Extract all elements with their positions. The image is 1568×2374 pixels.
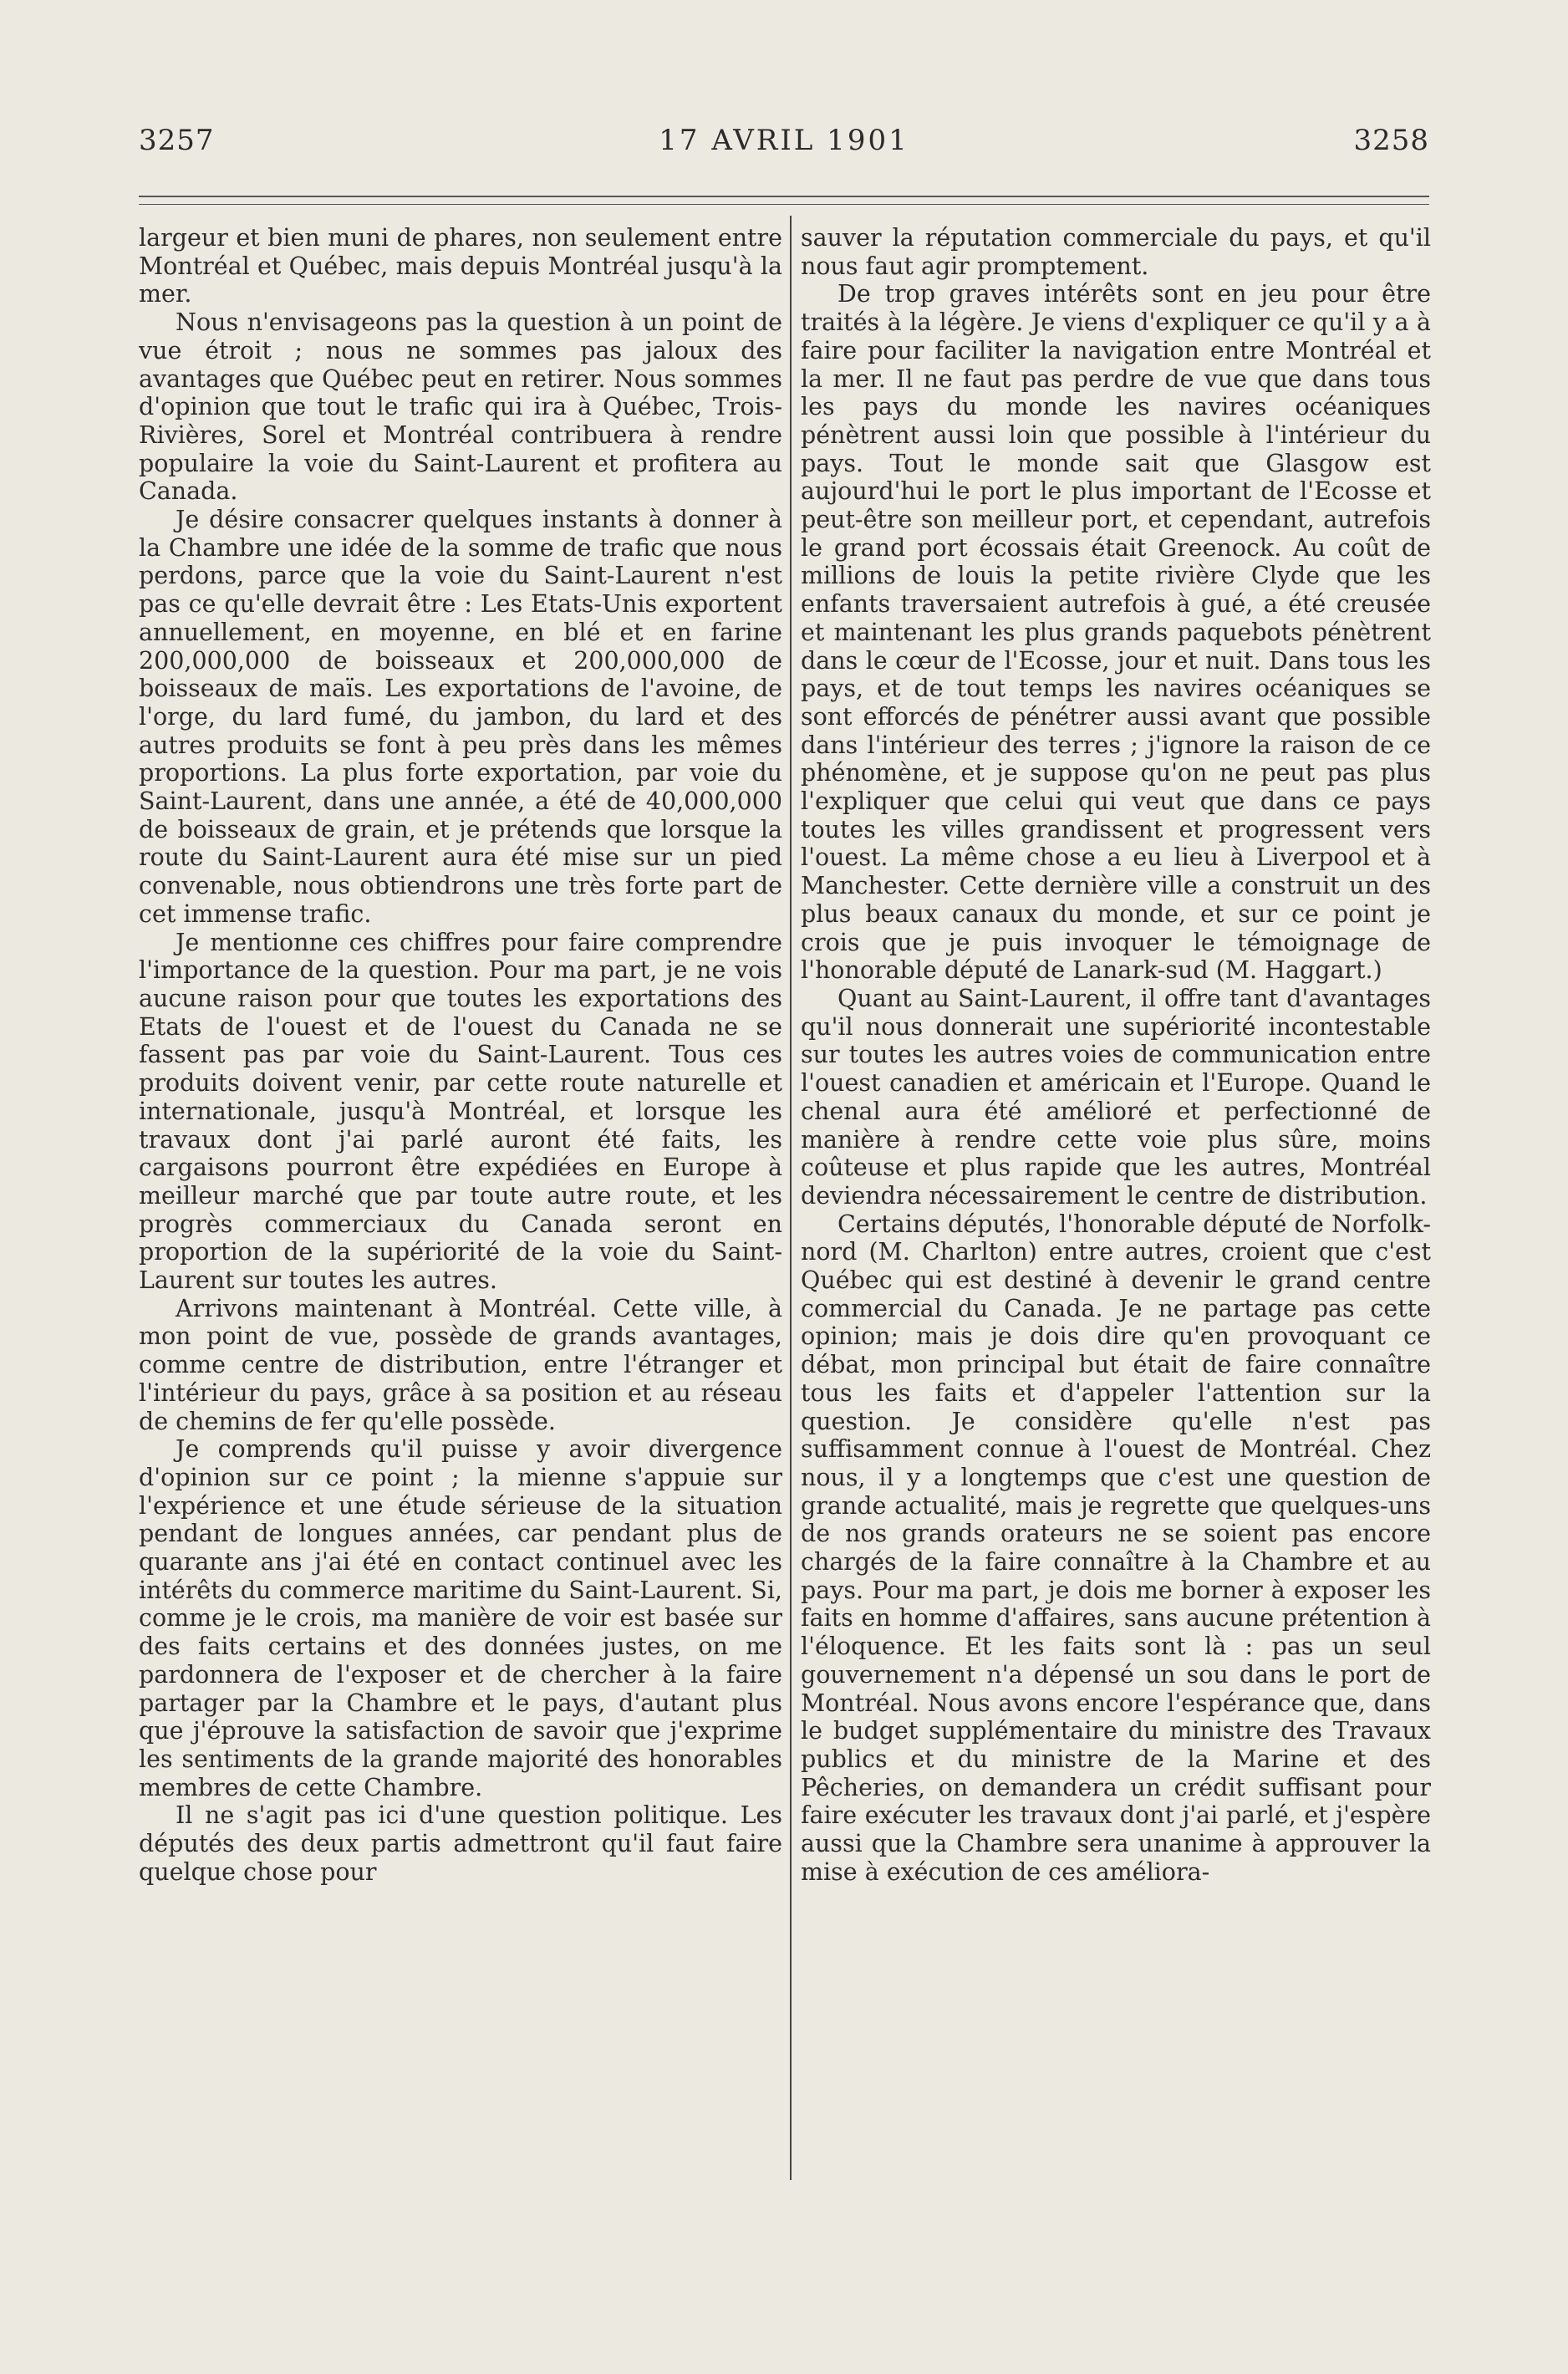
paragraph: Arrivons maintenant à Montréal. Cette ville, à mon point de vue, possède de grands avantages, comme centre de distribution, entre l'étranger et l'intérieur du pays, grâce à sa position et au réseau de chemins de fer qu'elle possède. bbox=[139, 1294, 782, 1435]
paragraph: Je désire consacrer quelques instants à donner à la Chambre une idée de la somme de trafic que nous perdons, parce que la voie du Saint-Laurent n'est pas ce qu'elle devrait être : Les Etats-Unis exportent annuellement, en moyenne, en blé et en farine 200,000,000 de boisseaux et 200,000,000 de boisseaux de maïs. Les exportations de l'avoine, de l'orge, du lard fumé, du jambon, du lard et des autres produits se font à peu près dans les mêmes proportions. La plus forte exportation, par voie du Saint-Laurent, dans une année, a été de 40,000,000 de boisseaux de grain, et je prétends que lorsque la route du Saint-Laurent aura été mise sur un pied convenable, nous obtiendrons une très forte part de cet immense trafic. bbox=[139, 506, 782, 928]
header-rule-top bbox=[139, 196, 1429, 197]
paragraph: Je comprends qu'il puisse y avoir divergence d'opinion sur ce point ; la mienne s'appuie sur l'expérience et une étude sérieuse de la situation pendant de longues années, car pendant plus de quarante ans j'ai été en contact continuel avec les intérêts du commerce maritime du Saint-Laurent. Si, comme je le crois, ma manière de voir est basée sur des faits certains et des données justes, on me pardonnera de l'exposer et de chercher à la faire partager par la Chambre et le pays, d'autant plus que j'éprouve la satisfaction de savoir que j'exprime les sentiments de la grande majorité des honorables membres de cette Chambre. bbox=[139, 1435, 782, 1801]
paragraph: Quant au Saint-Laurent, il offre tant d'avantages qu'il nous donnerait une supériorité incontestable sur toutes les autres voies de communication entre l'ouest canadien et américain et l'Europe. Quand le chenal aura été amélioré et perfectionné de manière à rendre cette voie plus sûre, moins coûteuse et plus rapide que les autres, Montréal deviendra nécessairement le centre de distribution. bbox=[801, 984, 1431, 1210]
paragraph: Il ne s'agit pas ici d'une question politique. Les députés des deux partis admettront qu'il faut faire quelque chose pour bbox=[139, 1801, 782, 1886]
page-number-left: 3257 bbox=[139, 124, 215, 157]
paragraph: Certains députés, l'honorable député de Norfolk-nord (M. Charlton) entre autres, croient que c'est Québec qui est destiné à devenir le grand centre commercial du Canada. Je ne partage pas cette opinion; mais je dois dire qu'en provoquant ce débat, mon principal but était de faire connaître tous les faits et d'appeler l'attention sur la question. Je considère qu'elle n'est pas suffisamment connue à l'ouest de Montréal. Chez nous, il y a longtemps que c'est une question de grande actualité, mais je regrette que quelques-uns de nos grands orateurs ne se soient pas encore chargés de la faire connaître à la Chambre et au pays. Pour ma part, je dois me borner à exposer les faits en homme d'affaires, sans aucune prétention à l'éloquence. Et les faits sont là : pas un seul gouvernement n'a dépensé un sou dans le port de Montréal. Nous avons encore l'espérance que, dans le budget supplémentaire du ministre des Travaux publics et du ministre de la Marine et des Pêcheries, on demandera un crédit suffisant pour faire exécuter les travaux dont j'ai parlé, et j'espère aussi que la Chambre sera unanime à approuver la mise à exécution de ces améliora- bbox=[801, 1210, 1431, 1886]
paragraph: largeur et bien muni de phares, non seulement entre Montréal et Québec, mais depuis Montréal jusqu'à la mer. bbox=[139, 224, 782, 308]
right-column bbox=[801, 224, 1431, 1886]
page-number-right: 3258 bbox=[1353, 124, 1429, 157]
paragraph: Je mentionne ces chiffres pour faire comprendre l'importance de la question. Pour ma part, je ne vois aucune raison pour que toutes les exportations des Etats de l'ouest et de l'ouest du Canada ne se fassent pas par voie du Saint-Laurent. Tous ces produits doivent venir, par cette route naturelle et internationale, jusqu'à Montréal, et lorsque les travaux dont j'ai parlé auront été faits, les cargaisons pourront être expédiées en Europe à meilleur marché que par toute autre route, et les progrès commerciaux du Canada seront en proportion de la supériorité de la voie du Saint-Laurent sur toutes les autres. bbox=[139, 928, 782, 1295]
paragraph: Nous n'envisageons pas la question à un point de vue étroit ; nous ne sommes pas jaloux des avantages que Québec peut en retirer. Nous sommes d'opinion que tout le trafic qui ira à Québec, Trois-Rivières, Sorel et Montréal contribuera à rendre populaire la voie du Saint-Laurent et profitera au Canada. bbox=[139, 308, 782, 506]
paragraph: De trop graves intérêts sont en jeu pour être traités à la légère. Je viens d'expliquer ce qu'il y a à faire pour faciliter la navigation entre Montréal et la mer. Il ne faut pas perdre de vue que dans tous les pays du monde les navires océaniques pénètrent aussi loin que possible à l'intérieur du pays. Tout le monde sait que Glasgow est aujourd'hui le port le plus important de l'Ecosse et peut-être son meilleur port, et cependant, autrefois le grand port écossais était Greenock. Au coût de millions de louis la petite rivière Clyde que les enfants traversaient autrefois à gué, a été creusée et maintenant les plus grands paquebots pénètrent dans le cœur de l'Ecosse, jour et nuit. Dans tous les pays, et de tout temps les navires océaniques se sont efforcés de pénétrer aussi avant que possible dans l'intérieur des terres ; j'ignore la raison de ce phénomène, et je suppose qu'on ne peut pas plus l'expliquer que celui qui veut que dans ce pays toutes les villes grandissent et progressent vers l'ouest. La même chose a eu lieu à Liverpool et à Manchester. Cette dernière ville a construit un des plus beaux canaux du monde, et sur ce point je crois que je puis invoquer le témoignage de l'honorable député de Lanark-sud (M. Haggart.) bbox=[801, 280, 1431, 985]
page-header bbox=[139, 124, 1429, 174]
header-date: 17 AVRIL 1901 bbox=[659, 124, 909, 157]
header-rule-bottom bbox=[139, 204, 1429, 205]
paragraph: sauver la réputation commerciale du pays, et qu'il nous faut agir promptement. bbox=[801, 224, 1431, 280]
column-divider bbox=[790, 216, 792, 2180]
left-column bbox=[139, 224, 782, 1886]
